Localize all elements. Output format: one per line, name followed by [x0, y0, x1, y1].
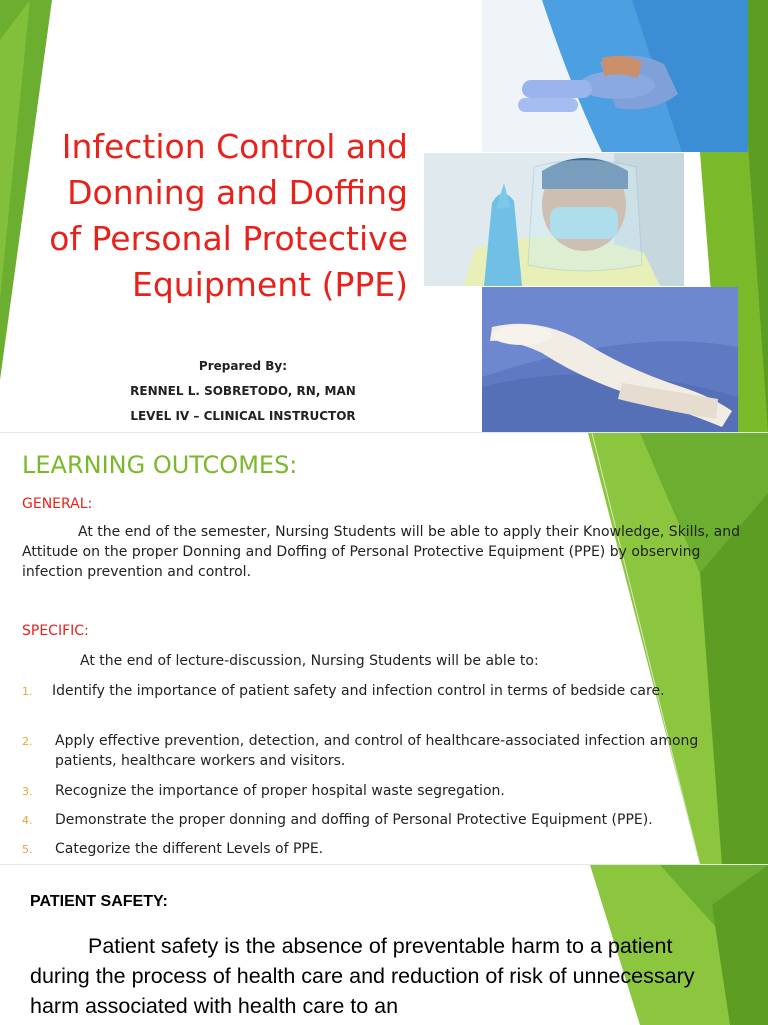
list-item-text: Apply effective prevention, detection, and control of healthcare-associated infection among patients, healthcare workers and visitors.: [55, 733, 699, 769]
patient-safety-heading: PATIENT SAFETY:: [30, 893, 168, 910]
specific-intro: At the end of lecture-discussion, Nursing Students will be able to:: [80, 653, 539, 669]
title-line: Donning and Doffing: [67, 173, 408, 212]
title-line: Equipment (PPE): [131, 265, 408, 304]
patient-safety-definition: Patient safety is the absence of preventable harm to a patient during the process of health care and reduction of risk of unnecessary harm associated with health care to an: [30, 934, 695, 1018]
author-name: RENNEL L. SOBRETODO, RN, MAN: [130, 384, 356, 398]
list-number: 1.: [22, 685, 33, 698]
list-number: 3.: [22, 785, 33, 798]
learning-outcomes-heading: LEARNING OUTCOMES:: [22, 451, 298, 479]
list-item-text: Recognize the importance of proper hospital waste segregation.: [55, 783, 505, 799]
title-line: Infection Control and: [61, 127, 408, 166]
list-item: [22, 781, 742, 801]
presentation-title: [8, 124, 408, 308]
gloved-hands-photo: [482, 0, 748, 152]
general-outcome-text: At the end of the semester, Nursing Students will be able to apply their Knowledge, Skills, and Attitude on the proper Donning and Doffing of Personal Protective Equipment (PPE) by observing infection prevention and control.: [22, 524, 740, 580]
learning-outcomes-slide: [0, 432, 768, 865]
list-item-text: Identify the importance of patient safety and infection control in terms of bedside care.: [52, 683, 665, 699]
title-slide: [0, 0, 768, 432]
prepared-by-label: Prepared By:: [198, 359, 288, 373]
list-number: 4.: [22, 814, 33, 827]
list-item: [22, 681, 742, 701]
face-shield-photo: [424, 153, 684, 286]
list-item-text: Demonstrate the proper donning and doffing of Personal Protective Equipment (PPE).: [55, 812, 653, 828]
list-number: 2.: [22, 735, 33, 748]
title-line: of Personal Protective: [49, 219, 408, 258]
list-number: 5.: [22, 843, 33, 856]
author-position: LEVEL IV – CLINICAL INSTRUCTOR: [130, 409, 356, 423]
list-item: [22, 839, 742, 859]
list-item-text: Categorize the different Levels of PPE.: [55, 841, 324, 857]
specific-label: SPECIFIC:: [22, 623, 89, 639]
list-item: [22, 810, 742, 830]
general-label: GENERAL:: [22, 496, 93, 512]
glove-removal-photo: [482, 287, 738, 432]
patient-safety-slide: [0, 864, 768, 1025]
list-item: [22, 731, 742, 771]
